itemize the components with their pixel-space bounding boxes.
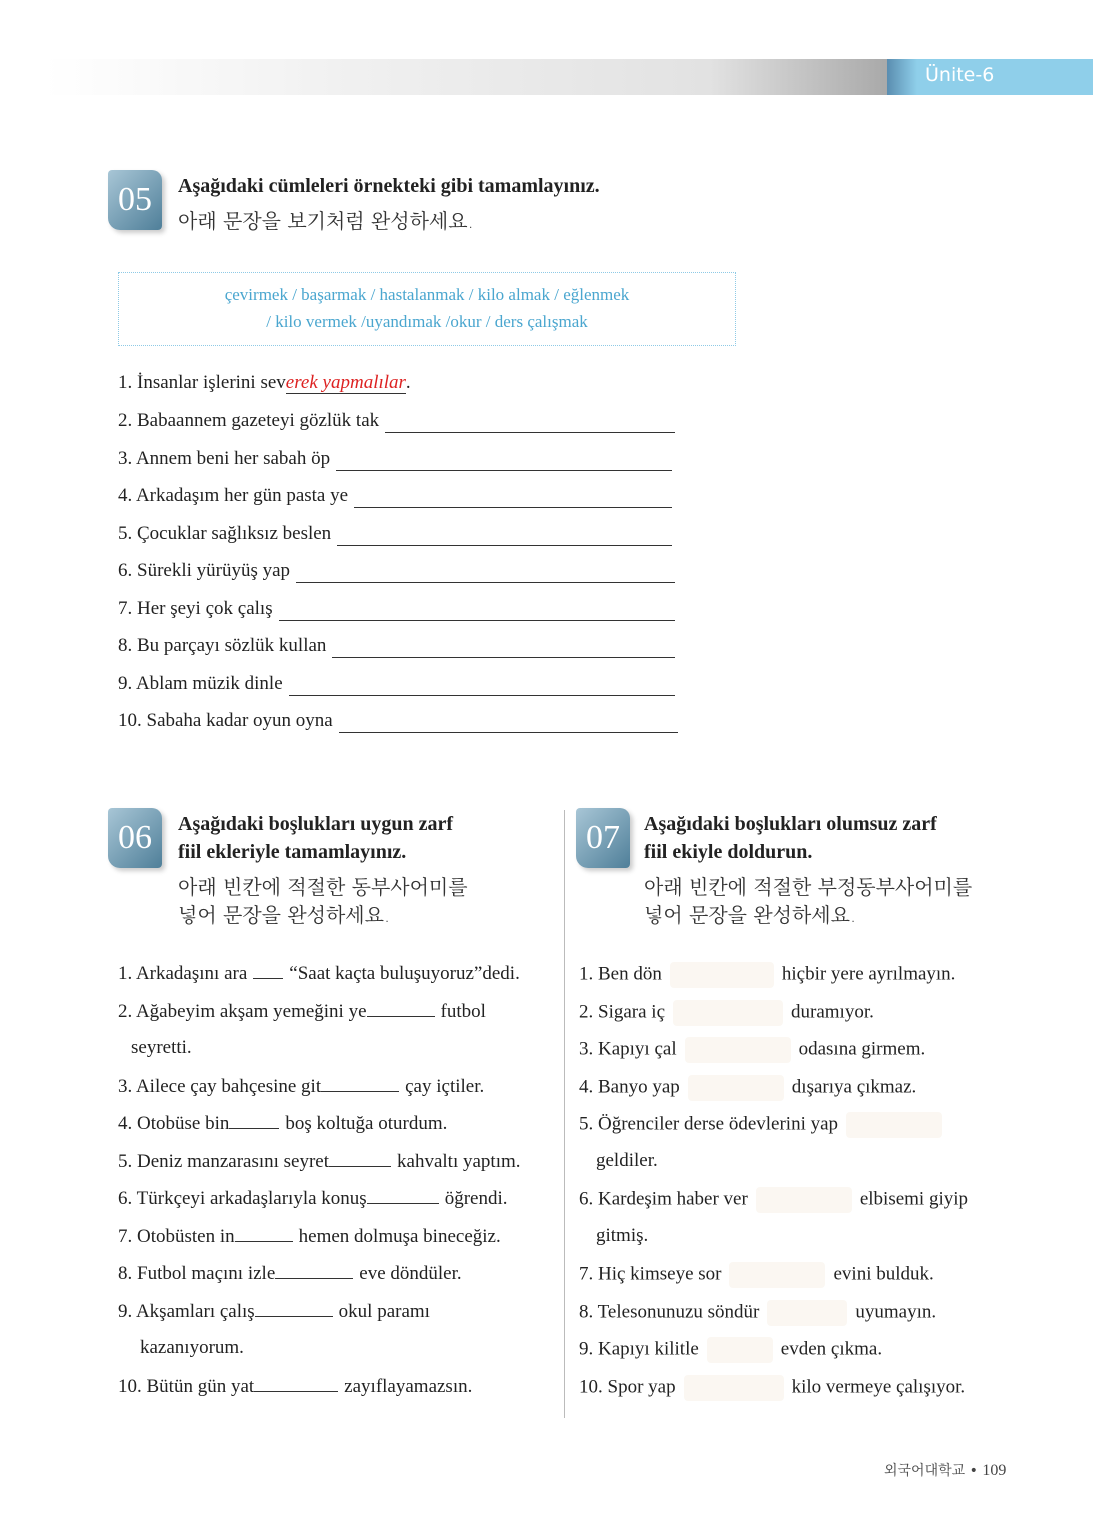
column-divider	[564, 810, 565, 1418]
exercise-07-item	[579, 1075, 916, 1101]
item-text-end: evini bulduk.	[833, 1263, 934, 1285]
exercise-06-item	[118, 962, 520, 985]
item-continuation: gitmiş.	[596, 1224, 649, 1246]
answer-box[interactable]	[673, 1000, 783, 1026]
exercise-05-subtitle: 아래 문장을 보기처럼 완성하세요.	[178, 209, 474, 233]
exercise-06-subtitle: 아래 빈칸에 적절한 동부사어미를 넣어 문장을 완성하세요.	[178, 875, 468, 927]
item-text: 3. Ailece çay bahçesine git	[118, 1075, 322, 1097]
item-text-end: futbol	[440, 1000, 486, 1022]
exercise-05-item	[118, 635, 326, 657]
item-text: 4. Otobüse bin	[118, 1113, 230, 1134]
item-text-end: hemen dolmuşa bineceğiz.	[298, 1225, 501, 1247]
answer-box[interactable]	[685, 1037, 791, 1063]
item-text: 2. Ağabeyim akşam yemeğini ye	[118, 1000, 367, 1022]
item-text: 2. Babaannem gazeteyi gözlük tak	[118, 410, 380, 431]
exercise-06-item	[118, 1225, 501, 1248]
exercise-07-item	[579, 1262, 934, 1288]
exercise-06-item	[118, 1262, 462, 1285]
exercise-05-item	[118, 673, 283, 695]
item-text: 10. Bütün gün yat	[118, 1375, 255, 1397]
answer-blank[interactable]	[337, 545, 672, 546]
item-text: 8. Futbol maçını izle	[118, 1263, 276, 1284]
item-continuation: kazanıyorum.	[140, 1337, 244, 1358]
word-bank-line-1: çevirmek / başarmak / hastalanmak / kilo almak / eğlenmek	[224, 285, 630, 304]
answer-blank[interactable]	[367, 1187, 439, 1204]
answer-box[interactable]	[756, 1187, 852, 1213]
exercise-07-title: Aşağıdaki boşlukları olumsuz zarf fiil ekiyle doldurun.	[644, 813, 937, 863]
exercise-05-item	[118, 410, 379, 432]
item-text-end: öğrendi.	[444, 1188, 508, 1209]
item-text-end: duramıyor.	[791, 1000, 874, 1022]
item-text: 10. Sabaha kadar oyun oyna	[118, 710, 333, 731]
item-text: 10. Spor yap	[579, 1375, 676, 1397]
exercise-07-item	[579, 1300, 936, 1326]
item-text: 9. Kapıyı kilitle	[579, 1338, 699, 1360]
answer-blank[interactable]	[354, 507, 672, 508]
exercise-05-item	[118, 710, 333, 732]
item-text-end: çay içtiler.	[405, 1075, 485, 1097]
exercise-05-item	[118, 598, 273, 620]
exercise-07-item	[579, 1037, 925, 1063]
exercise-07-item	[579, 1000, 874, 1026]
item-continuation: seyretti.	[131, 1037, 192, 1058]
item-text-end: dışarıya çıkmaz.	[791, 1075, 917, 1097]
item-text-end: eve döndüler.	[359, 1263, 462, 1284]
answer-blank[interactable]	[254, 1375, 338, 1392]
word-bank-line-2: / kilo vermek /uyandımak /okur / ders çalışmak	[266, 312, 588, 331]
answer-blank[interactable]	[229, 1112, 279, 1129]
answer-blank[interactable]	[339, 732, 678, 733]
item-text: 8. Telesonunuzu söndür	[579, 1300, 760, 1322]
item-text-end: odasına girmem.	[798, 1038, 926, 1060]
item-text: 2. Sigara iç	[579, 1000, 666, 1022]
answer-blank[interactable]	[336, 470, 672, 471]
item-text-end: zayıflayamazsın.	[344, 1375, 473, 1397]
unit-label: Ünite-6	[925, 64, 995, 86]
exercise-07-item	[579, 962, 955, 988]
answer-blank[interactable]	[329, 1150, 391, 1167]
exercise-06-item	[118, 1375, 472, 1398]
exercise-07-item	[579, 1375, 965, 1401]
answer-blank[interactable]	[255, 1300, 333, 1317]
exercise-05-item	[118, 448, 330, 470]
answer-blank[interactable]	[253, 962, 283, 979]
item-text: 7. Hiç kimseye sor	[579, 1263, 722, 1285]
item-text: 9. Akşamları çalış	[118, 1300, 255, 1322]
exercise-05-badge: 05	[108, 170, 162, 230]
item-text-end: hiçbir yere ayrılmayın.	[781, 963, 956, 985]
example-answer: erek yapmalılar	[285, 372, 406, 393]
exercise-05-item	[118, 523, 331, 545]
word-bank	[118, 272, 736, 346]
answer-box[interactable]	[767, 1300, 847, 1326]
answer-box[interactable]	[670, 962, 774, 988]
item-text: 3. Annem beni her sabah öp	[118, 447, 331, 469]
exercise-07-item	[579, 1112, 950, 1138]
answer-blank[interactable]	[367, 1000, 435, 1017]
answer-blank[interactable]	[296, 582, 675, 583]
item-text: 4. Arkadaşım her gün pasta ye	[118, 485, 349, 506]
answer-blank[interactable]	[289, 695, 675, 696]
example-item: 1. İnsanlar işlerini severek yapmalılar.	[118, 372, 411, 393]
answer-blank[interactable]	[275, 1262, 353, 1279]
exercise-06-item	[118, 1300, 430, 1323]
exercise-05-title: Aşağıdaki cümleleri örnekteki gibi tamamlayınız.	[178, 175, 600, 197]
item-text: 8. Bu parçayı sözlük kullan	[118, 635, 327, 656]
exercise-06-item	[118, 1187, 507, 1210]
answer-blank[interactable]	[332, 657, 675, 658]
item-text-end: evden çıkma.	[780, 1338, 883, 1360]
item-text: 6. Sürekli yürüyüş yap	[118, 560, 291, 581]
answer-box[interactable]	[684, 1375, 784, 1401]
exercise-07-item	[579, 1337, 882, 1363]
exercise-07-subtitle: 아래 빈칸에 적절한 부정동부사어미를 넣어 문장을 완성하세요.	[644, 875, 973, 927]
item-text-end: kahvaltı yaptım.	[397, 1150, 521, 1172]
item-text: 1. Ben dön	[579, 963, 662, 985]
item-text: 7. Her şeyi çok çalış	[118, 597, 273, 619]
answer-blank[interactable]	[279, 620, 675, 621]
answer-blank[interactable]	[321, 1075, 399, 1092]
item-text: 1. Arkadaşını ara	[118, 963, 248, 984]
page-number: 109	[982, 1462, 1007, 1479]
item-text: 5. Deniz manzarasını seyret	[118, 1150, 330, 1172]
item-text: 3. Kapıyı çal	[579, 1038, 677, 1060]
item-text: 5. Çocuklar sağlıksız beslen	[118, 522, 332, 544]
answer-blank[interactable]	[235, 1225, 293, 1242]
exercise-06-title: Aşağıdaki boşlukları uygun zarf fiil ekleriyle tamamlayınız.	[178, 813, 454, 863]
item-text-end: “Saat kaçta buluşuyoruz”dedi.	[289, 963, 520, 984]
item-text-end: elbisemi giyip	[859, 1188, 969, 1210]
item-text-end: boş koltuğa oturdum.	[285, 1113, 448, 1134]
item-continuation: geldiler.	[596, 1149, 658, 1171]
exercise-05-item	[118, 560, 290, 582]
item-text: 5. Öğrenciler derse ödevlerini yap	[579, 1113, 839, 1135]
item-text: 4. Banyo yap	[579, 1075, 680, 1097]
exercise-07-badge: 07	[576, 808, 630, 868]
item-text: 6. Türkçeyi arkadaşlarıyla konuş	[118, 1188, 367, 1209]
answer-box[interactable]	[707, 1337, 773, 1363]
exercise-06-item	[118, 1075, 484, 1098]
header-bar	[0, 59, 887, 95]
item-text-end: uyumayın.	[855, 1300, 937, 1322]
answer-box[interactable]	[688, 1075, 784, 1101]
unit-tab	[887, 59, 1093, 95]
item-text: 7. Otobüsten in	[118, 1225, 235, 1247]
exercise-06-item	[118, 1150, 521, 1173]
item-text-end: okul paramı	[338, 1300, 430, 1322]
item-text: 9. Ablam müzik dinle	[118, 672, 283, 694]
exercise-05-item	[118, 485, 348, 507]
answer-blank[interactable]	[385, 432, 675, 433]
item-text-end: kilo vermeye çalışıyor.	[791, 1375, 966, 1397]
answer-box[interactable]	[729, 1262, 825, 1288]
exercise-06-item	[118, 1000, 486, 1023]
exercise-06-badge: 06	[108, 808, 162, 868]
page-footer: 외국어대학교 • 109	[884, 1462, 1007, 1479]
exercise-07-item	[579, 1187, 968, 1213]
item-text: 6. Kardeşim haber ver	[579, 1188, 748, 1210]
exercise-06-item	[118, 1112, 447, 1135]
answer-box[interactable]	[846, 1112, 942, 1138]
